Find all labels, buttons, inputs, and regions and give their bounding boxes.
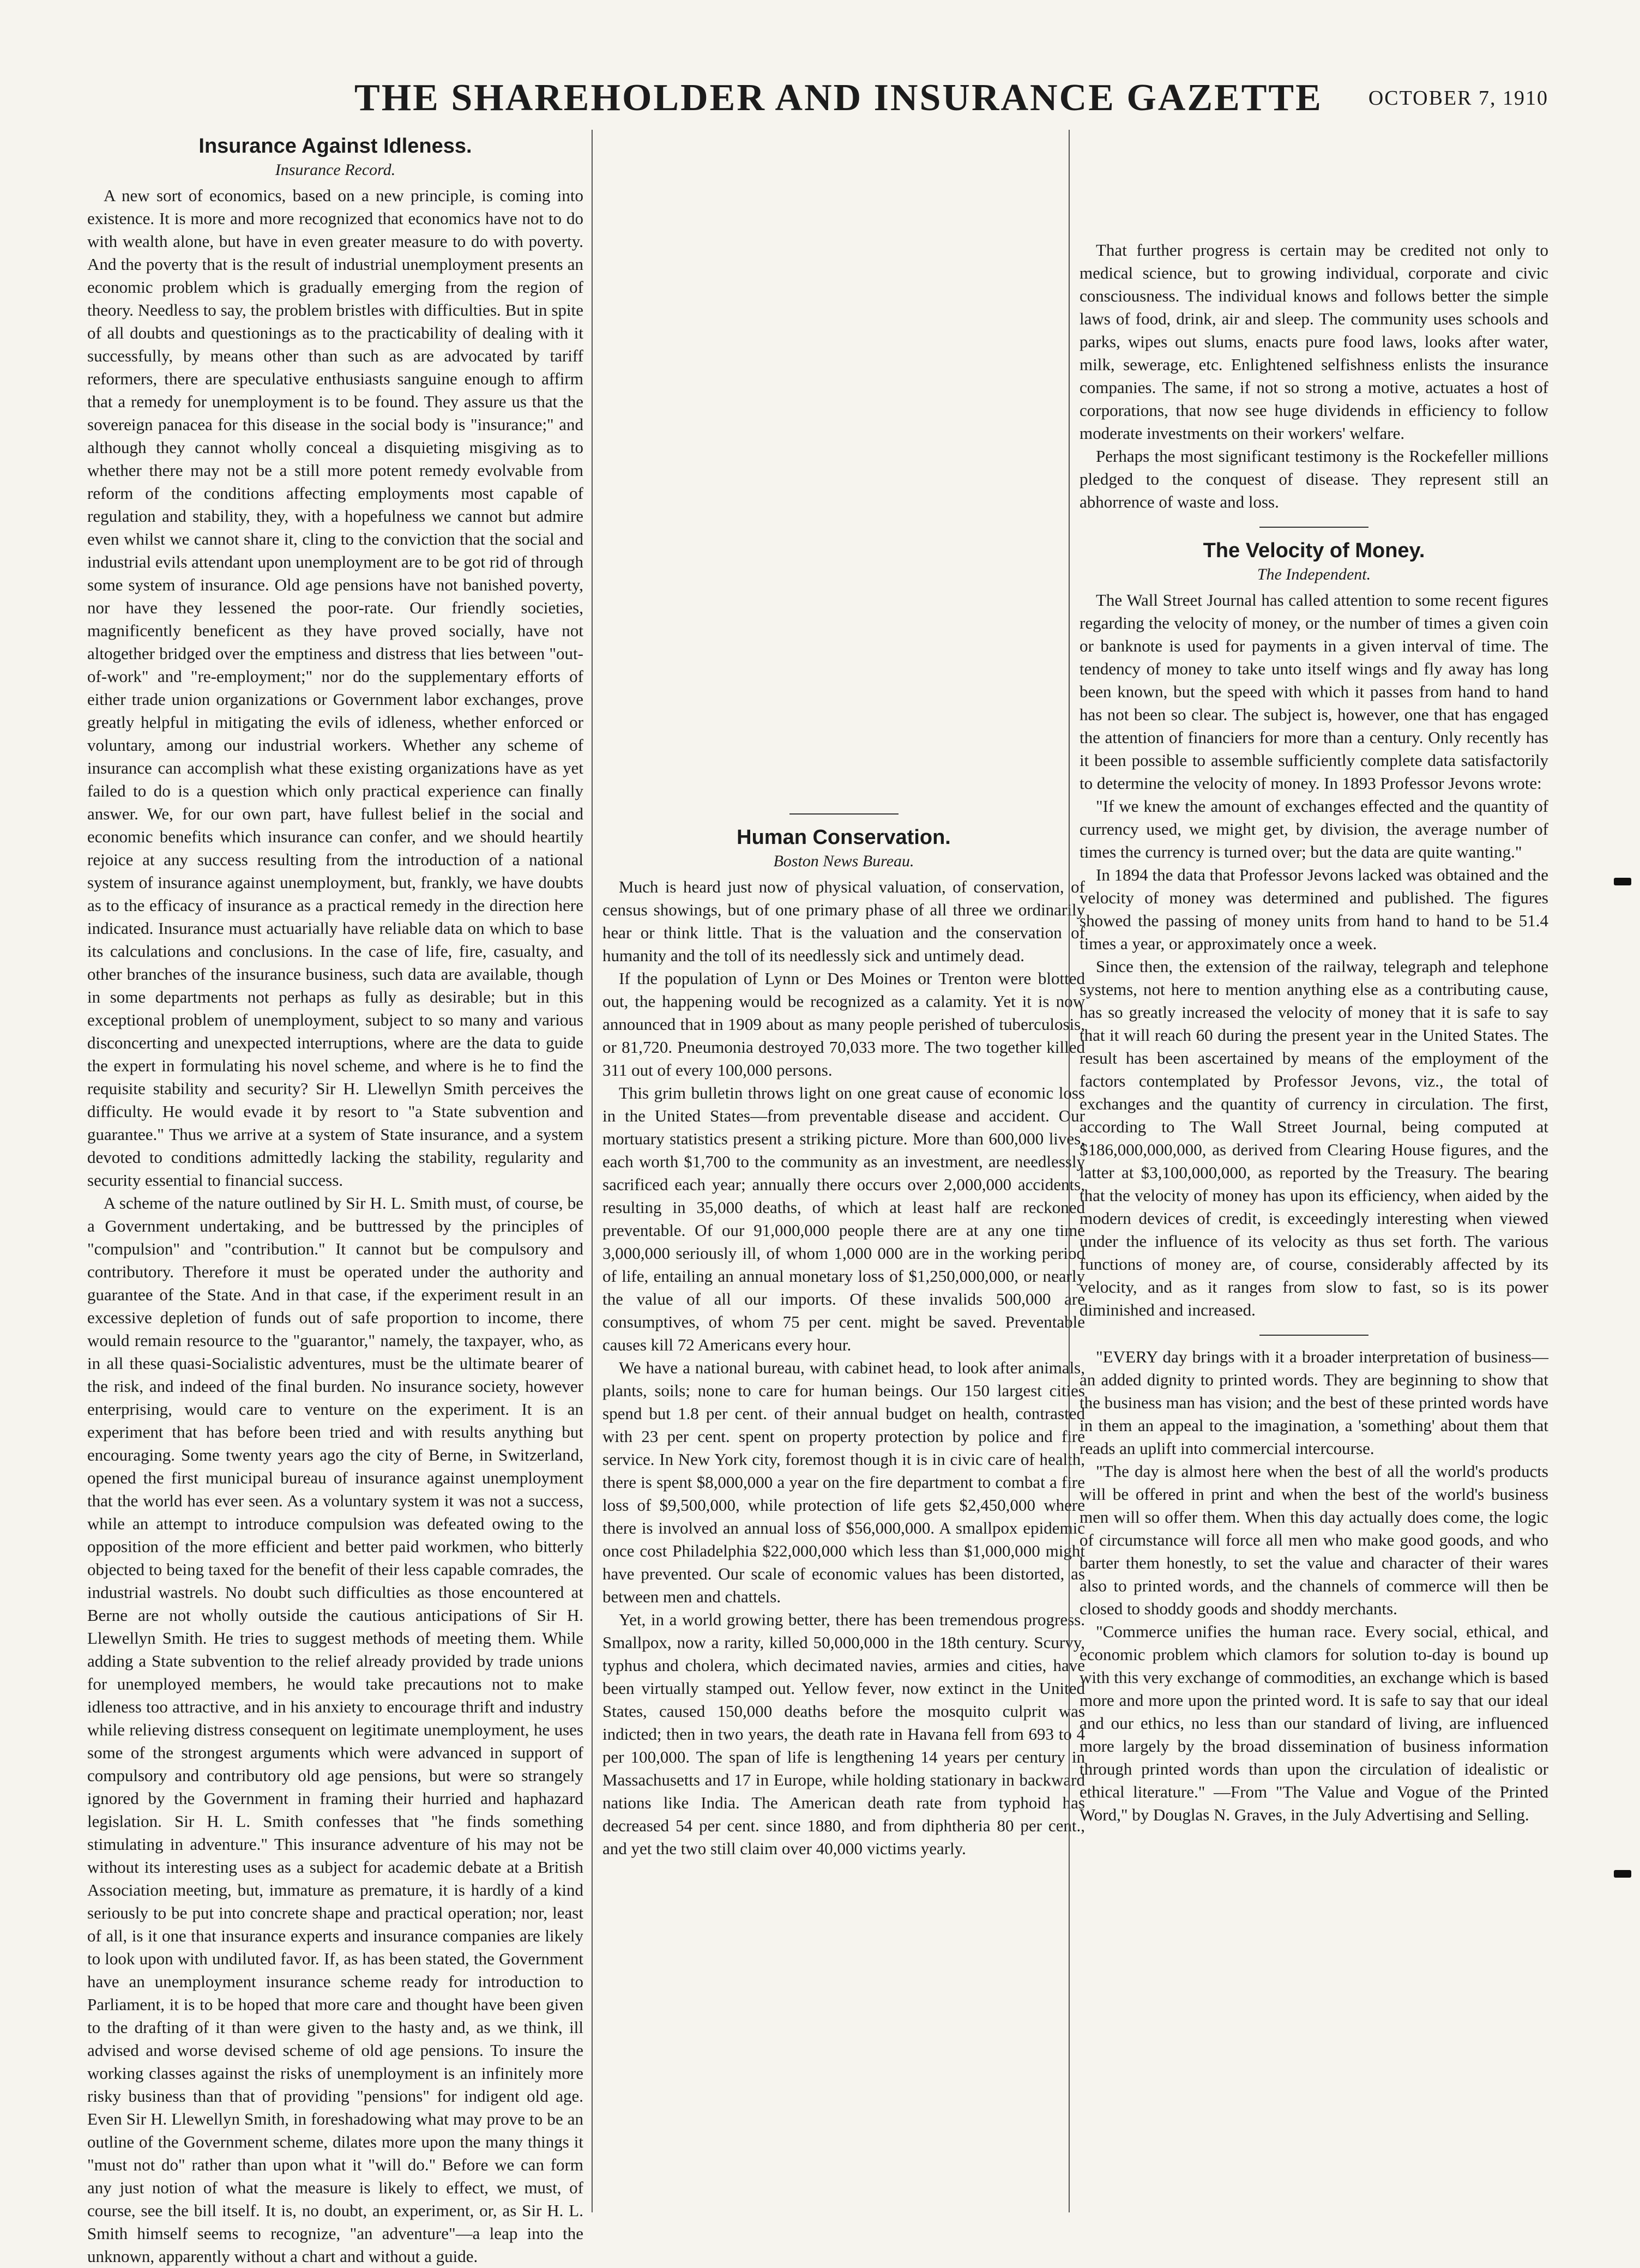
issue-date: OCTOBER 7, 1910 [1368,87,1548,110]
article-source: Boston News Bureau. [773,852,914,870]
article-paragraph: That further progress is certain may be credited not only to medical science, but to growing individual, corporate and civic consciousness. The individual knows and follows better the simple laws of food, drink, air and sleep. The community uses schools and parks, wipes out slums, enacts pure food laws, looks after water, milk, sewerage, etc. Enlightened selfishness enlists the insurance companies. The same, if not so strong a motive, actuates a host of corporations, that now see huge dividends in efficiency to follow moderate investments on their workers' welfare. [1080,240,1548,443]
article-divider [1259,527,1368,528]
article-continuation-spacer [1080,130,1548,239]
article-paragraph: "The day is almost here when the best of all the world's products will be offered in print and when the best of the world's business men will so offer them. When this day actually does come, the logic of circumstance will force all men who make good goods, and who barter them honestly, to set the value and character of their wares also to printed words, and the channels of commerce will then be closed to shoddy goods and shoddy merchants. [1080,1462,1548,1618]
article-paragraph: Since then, the extension of the railway, telegraph and telephone systems, not here to mention anything else as a contributing cause, has so greatly increased the velocity of money that it is safe to say that it will reach 60 during the present year in the United States. The result has been ascertained by means of the employment of the factors contemplated by Professor Jevons, viz., the total of exchanges and the quantity of currency in circulation. The first, according to The Wall Street Journal, being computed at $186,000,000,000, as derived from Clearing House figures, and the latter at $3,100,000,000, as reported by the Treasury. The bearing that the velocity of money has upon its efficiency, when aided by the modern devices of credit, is exceedingly interesting when viewed under the influence of its velocity as thus set forth. The various functions of money are, of course, considerably affected by its velocity, and as it ranges from slow to fast, so is its power diminished and increased. [1080,957,1548,1319]
article-paragraph: The Wall Street Journal has called attention to some recent figures regarding the velocity of money, or the number of times a given coin or banknote is used for payments in a given interval of time. The tendency of money to take unto itself wings and fly away has long been known, but the speed with which it passes from hand to hand has not been so clear. The subject is, however, one that has engaged the attention of financiers for more than a century. Only recently has it been possible to assemble sufficiently complete data satisfactorily to determine the velocity of money. In 1893 Professor Jevons wrote: [1080,590,1548,793]
article-paragraph: "Commerce unifies the human race. Every social, ethical, and economic problem which clamors for solution to-day is bound up with this very exchange of commodities, an exchange which is based more and more upon the printed word. It is safe to say that our ideal and our ethics, no less than our standard of living, are influenced more largely by the broad dissemination of business information through printed words than upon the circulation of idealistic or ethical literature." —From "The Value and Vogue of the Printed Word," by Douglas N. Graves, in the July Advertising and Selling. [1080,1622,1548,1824]
article-paragraph: "If we knew the amount of exchanges effected and the quantity of currency used, we might get, by division, the average number of times the currency is turned over; but the data are quite wanting." [1080,797,1548,861]
article-paragraph: We have a national bureau, with cabinet head, to look after animals, plants, soils; none to care for human beings. Our 150 largest cities spend but 1.8 per cent. of their annual budget on health, contrasted with 23 per cent. spent on property protection by police and fire service. In New York city, foremost though it is in civic care of health, there is spent $8,000,000 a year on the fire department to combat a fire loss of $9,500,000, while protection of life gets $2,450,000 where there is involved an annual loss of $56,000,000. A smallpox epidemic once cost Philadelphia $22,000,000 which less than $1,000,000 might have prevented. Our scale of economic values has been distorted, as between men and chattels. [602,1358,1085,1606]
column-3 [1069,130,1548,2212]
column-1 [87,130,584,2266]
article-headline: Human Conservation. [737,826,951,849]
article-paragraph: A scheme of the nature outlined by Sir H. L. Smith must, of course, be a Government undertaking, and be buttressed by the principles of "compulsion" and "contribution." It cannot but be compulsory and contributory. Therefore it must be operated under the authority and guarantee of the State. And in that case, if the experiment result in an excessive depletion of funds out of safe proportion to income, there would remain resource to the "guarantor," namely, the taxpayer, who, as in all these quasi-Socialistic adventures, must be the ultimate bearer of the risk, and indeed of the final burden. No insurance society, however enterprising, would care to venture on the experiment. It is an experiment that has before been tried and with results anything but encouraging. Some twenty years ago the city of Berne, in Switzerland, opened the first municipal bureau of insurance against unemployment that the world has ever seen. As a voluntary system it was not a success, while an attempt to introduce compulsion was defeated owing to the opposition of the more efficient and better paid workmen, who bitterly objected to being taxed for the benefit of their less capable comrades, the industrial wastrels. No doubt such difficulties as those encountered at Berne are not wholly outside the cautious anticipations of Sir H. Llewellyn Smith. He tries to suggest methods of meeting them. While adding a State subvention to the relief already provided by trade unions for unemployed members, he would take precautions not to make idleness too attractive, and in his anxiety to encourage thrift and industry while relieving distress consequent on legitimate unemployment, he uses some of the strongest arguments which were advanced in support of compulsory and contributory old age pensions, but were so strangely ignored by the Government in framing their hurried and haphazard legislation. Sir H. L. Smith confesses that "he finds something stimulating in adventure." This insurance adventure of his may not be without its interesting uses as a subject for academic debate at a British Association meeting, but, immature as premature, it is hardly of a kind seriously to be put into concrete shape and practical operation; nor, least of all, is it one that insurance experts and insurance companies are likely to look upon with undiluted favor. If, as has been stated, the Government have an unemployment insurance scheme ready for introduction to Parliament, it is to be hoped that more care and thought have been given to the drafting of it than were given to the hasty and, as we think, ill advised and worse devised scheme of old age pensions. To insure the working classes against the risks of unemployment is an infinitely more risky business than that of providing "pensions" for indigent old age. Even Sir H. Llewellyn Smith, in foreshadowing what may prove to be an outline of the Government scheme, dilates more upon the many things it "must not do" rather than upon what it "will do." Before we can form any just notion of what the measure is likely to effect, we must, of course, see the bill itself. It is, no doubt, an experiment, or, as Sir H. L. Smith himself seems to recognize, "an adventure"—a leap into the unknown, apparently without a chart and without a guide. [87,1193,583,2266]
article-source: The Independent. [1257,565,1371,583]
article-paragraph: If the population of Lynn or Des Moines or Trenton were blotted out, the happening would be recognized as a calamity. Yet it is now announced that in 1909 about as many people perished of tuberculosis, or 81,720. Pneumonia destroyed 70,033 more. The two together killed 311 out of every 100,000 persons. [602,969,1085,1079]
article-paragraph: A new sort of economics, based on a new principle, is coming into existence. It is more and more recognized that economics have not to do with wealth alone, but have in even greater measure to do with poverty. And the poverty that is the result of industrial unemployment presents an economic problem which is gradually emerging from the region of theory. Needless to say, the problem bristles with difficulties. But in spite of all doubts and questionings as to the practicability of dealing with it successfully, by means other than such as are advocated by tariff reformers, there are speculative enthusiasts sanguine enough to affirm that a remedy for unemployment is to be found. They assure us that the sovereign panacea for this disease in the social body is "insurance;" and although they cannot wholly conceal a disquieting misgiving as to whether there may not be a still more potent remedy evolvable from reform of the conditions affecting employments most capable of regulation and stability, they, with a hopefulness we cannot but admire even whilst we cannot share it, cling to the conviction that the social and industrial evils attendant upon unemployment are to be got rid of through some system of insurance. Old age pensions have not banished poverty, nor have they lessened the poor-rate. Our friendly societies, magnificently beneficent as they have proved socially, have not altogether bridged over the emptiness and distress that lies between "out-of-work" and "re-employment;" nor do the supplementary efforts of either trade union organizations or Government labor exchanges, prove greatly helpful in mitigating the evils of idleness, whether enforced or voluntary, among our industrial workers. Whether any scheme of insurance can accomplish what these existing organizations have as yet failed to do is a question which only practical experience can finally answer. We, for our own part, have fullest belief in the social and economic benefits which insurance can confer, and we should heartily rejoice at any success resulting from the introduction of a national system of insurance against unemployment, but, frankly, we have doubts as to the efficacy of insurance as a practical remedy in the direction here indicated. Insurance must actuarially have reliable data on which to base its calculations and conclusions. In the case of life, fire, casualty, and other branches of the insurance business, such data are available, though in some departments not perhaps as fully as desirable; but in this exceptional problem of unemployment, subject to so many and various disconcerting and unexpected interruptions, where are the data to guide the expert in formulating his novel scheme, and where is he to find the requisite stability and security? Sir H. Llewellyn Smith perceives the difficulty. He would evade it by resort to "a State subvention and guarantee." Thus we arrive at a system of State insurance, and a system devoted to conditions admittedly lacking the stability, regularity and security essential to financial success. [87,186,584,1190]
article-paragraph: Perhaps the most significant testimony is the Rockefeller millions pledged to the conquest of disease. They represent still an abhorrence of waste and loss. [1080,447,1548,511]
gazette-title: THE SHAREHOLDER AND INSURANCE GAZETTE [354,77,1323,119]
article-headline: Insurance Against Idleness. [198,135,472,158]
masthead [82,76,1554,131]
article-headline: The Velocity of Money. [1203,539,1425,562]
margin-mark [1614,1870,1631,1878]
article-source: Insurance Record. [275,161,396,179]
column-2 [592,130,1085,2212]
article-paragraph: Much is heard just now of physical valuation, of conservation, of census showings, but of one primary phase of all three we ordinarily hear or think little. That is the valuation and the conservation of humanity and the toll of its needlessly sick and untimely dead. [602,877,1085,965]
article-paragraph: "EVERY day brings with it a broader interpretation of business—an added dignity to printed words. They are beginning to show that the business man has vision; and the best of these printed words have in them an appeal to the imagination, a 'something' about them that reads an uplift into commercial intercourse. [1080,1347,1548,1458]
article-paragraph: This grim bulletin throws light on one great cause of economic loss in the United States—from preventable disease and accident. Our mortuary statistics present a striking picture. More than 600,000 lives, each worth $1,700 to the community as an investment, are needlessly sacrificed each year; annually there occurs over 2,000,000 accidents, resulting in 35,000 deaths, of which at least half are reckoned preventable. Of our 91,000,000 people there are at any one time 3,000,000 seriously ill, of whom 1,000 000 are in the working period of life, entailing an annual monetary loss of $1,250,000,000, or nearly the value of all our imports. Of these invalids 500,000 are consumptives, of whom 75 per cent. might be saved. Preventable causes kill 72 Americans every hour. [602,1083,1085,1354]
margin-mark [1614,878,1631,885]
article-paragraph: Yet, in a world growing better, there has been tremendous progress. Smallpox, now a rarity, killed 50,000,000 in the 18th century. Scurvy, typhus and cholera, which decimated navies, armies and cities, have been virtually stamped out. Yellow fever, now extinct in the United States, caused 150,000 deaths before the mosquito culprit was indicted; then in two years, the death rate in Havana fell from 693 to 4 per 100,000. The span of life is lengthening 14 years per century in Massachusetts and 17 in Europe, while holding stationary in backward nations like India. The American death rate from typhoid has decreased 54 per cent. since 1880, and from diphtheria 80 per cent., and yet the two still claim over 40,000 victims yearly. [602,1610,1085,1858]
article-continuation-spacer [602,130,1085,800]
article-divider [1259,1335,1368,1336]
article-divider [789,813,899,815]
article-paragraph: In 1894 the data that Professor Jevons lacked was obtained and the velocity of money was determined and published. The figures showed the passing of money units from hand to hand to be 51.4 times a year, or approximately once a week. [1080,865,1548,953]
